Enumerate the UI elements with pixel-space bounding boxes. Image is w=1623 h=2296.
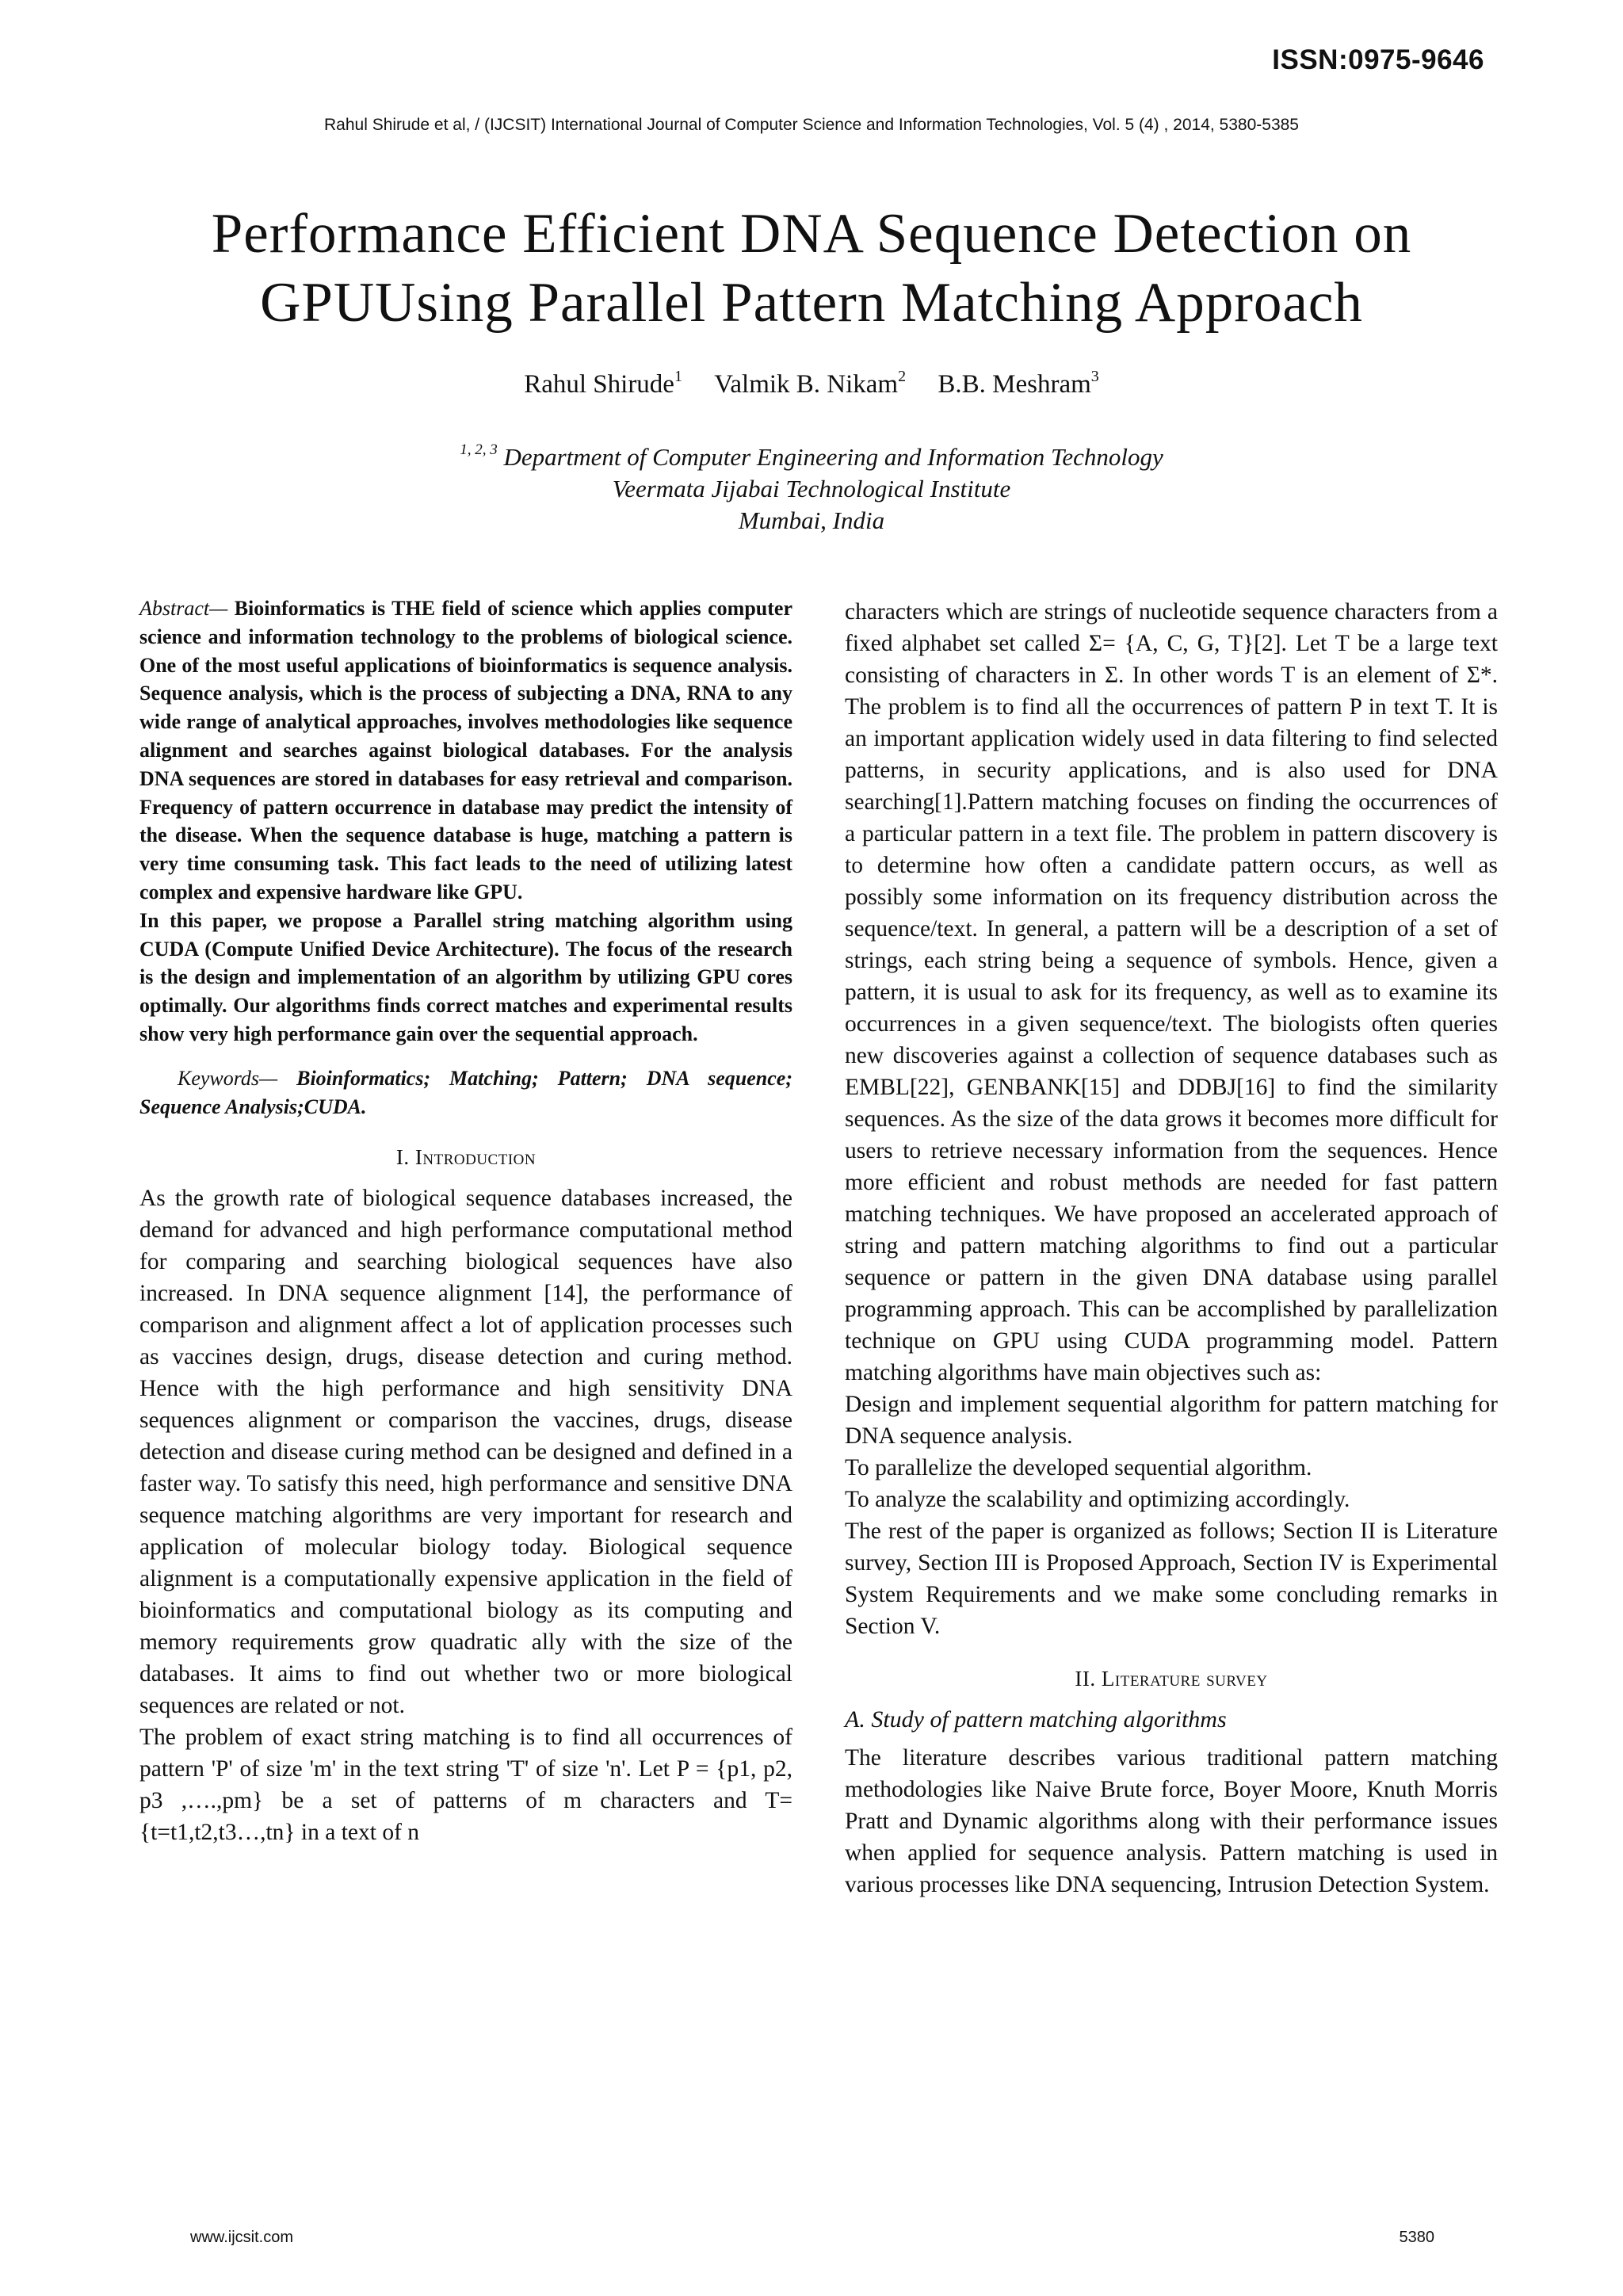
author-2 bbox=[714, 370, 906, 399]
keywords-label: Keywords— bbox=[178, 1066, 278, 1090]
intro-paragraph-2: The problem of exact string matching is to find all occurrences of pattern 'P' of size 'm' in the text string 'T' of size 'n'. Let P = {p1, p2, p3 ,….,pm} be a set of patterns of m characters and T={t=t1,t2,t3…,tn} in a text of n bbox=[139, 1725, 792, 1846]
affiliation-sup: 1, 2, 3 bbox=[460, 441, 498, 458]
author-list bbox=[0, 368, 1623, 399]
right-paragraph-1: characters which are strings of nucleotide sequence characters from a fixed alphabet set called Σ= {A, C, G, T}[2]. Let T be a large text consisting of characters in Σ. In other words T is an element of Σ*. The problem is to find all the occurrences of pattern P in text T. It is an important application widely used in data filtering to find selected patterns, in security applications, and is also used for DNA searching[1].Pattern matching focuses on finding the occurrences of a particular pattern in a text file. The problem in pattern discovery is to determine how often a candidate pattern occurs, as well as possibly some information on its frequency distribution across the sequence/text. In general, a pattern will be a description of a set of strings, each string being a sequence of symbols. Hence, given a pattern, it is usual to ask for its frequency, as well as to examine its occurrences in a given sequence/text. The biologists often queries new discoveries against a collection of sequence databases such as EMBL[22], GENBANK[15] and DDBJ[16] to find the similarity sequences. As the size of the data grows it becomes more difficult for users to retrieve necessary information from the sequences. Hence more efficient and robust methods are needed for fast pattern matching techniques. We have proposed an accelerated approach of string and pattern matching algorithms to find out a particular sequence or pattern in the given DNA database using parallel programming approach. This can be accomplished by parallelization technique on GPU using CUDA programming model. Pattern matching algorithms have main objectives such as: bbox=[845, 599, 1498, 1385]
issn-label: ISSN:0975-9646 bbox=[1272, 44, 1484, 75]
author-name: B.B. Meshram bbox=[938, 370, 1091, 399]
objective-2: To parallelize the developed sequential algorithm. bbox=[845, 1455, 1312, 1480]
intro-paragraph-1: As the growth rate of biological sequence databases increased, the demand for advanced and high performance computational method for comparing and searching biological sequences have also increased. In DNA sequence alignment [14], the performance of comparison and alignment affect a lot of application processes such as vaccines design, drugs, disease detection and curing method. Hence with the high performance and high sensitivity DNA sequences alignment or comparison the vaccines, drugs, disease detection and disease curing method can be designed and defined in a faster way. To satisfy this need, high performance and sensitive DNA sequence matching algorithms are very important for research and application of molecular biology today. Biological sequence alignment is a computationally expensive application in the field of bioinformatics and computational biology as its computing and memory requirements grow quadratic ally with the size of the databases. It aims to find out whether two or more biological sequences are related or not. bbox=[139, 1186, 792, 1719]
keywords bbox=[139, 1064, 792, 1121]
abstract-paragraph-2: In this paper, we propose a Parallel string matching algorithm using CUDA (Compute Unified Device Architecture). The focus of the research is the design and implementation of an algorithm by utilizing GPU cores optimally. Our algorithms finds correct matches and experimental results show very high performance gain over the sequential approach. bbox=[139, 908, 792, 1045]
subsection-heading-pattern-matching: A. Study of pattern matching algorithms bbox=[845, 1706, 1227, 1733]
abstract-text-1: Bioinformatics is THE field of science which applies computer science and information technology to the problems of biological science. One of the most useful applications of bioinformatics is sequence analysis. Sequence analysis, which is the process of subjecting a DNA, RNA to any wide range of analytical approaches, involves methodologies like sequence alignment and searches against biological databases. For the analysis DNA sequences are stored in databases for easy retrieval and comparison. Frequency of pattern occurrence in database may predict the intensity of the disease. When the sequence database is huge, matching a pattern is very time consuming task. This fact leads to the need of utilizing latest complex and expensive hardware like GPU. bbox=[139, 597, 792, 904]
affiliation-location: Mumbai, India bbox=[738, 506, 885, 534]
abstract-label: Abstract— bbox=[139, 597, 228, 620]
paper-title bbox=[95, 200, 1528, 338]
affiliation-institute: Veermata Jijabai Technological Institute bbox=[612, 475, 1011, 502]
objective-1: Design and implement sequential algorithm for pattern matching for DNA sequence analysis. bbox=[845, 1392, 1498, 1449]
author-name: Valmik B. Nikam bbox=[714, 370, 899, 399]
author-sup: 2 bbox=[898, 368, 907, 385]
right-column bbox=[845, 596, 1498, 1901]
abstract-paragraph-1 bbox=[139, 594, 792, 907]
author-3 bbox=[938, 370, 1098, 399]
footer-page-number: 5380 bbox=[1399, 2229, 1434, 2246]
organization-paragraph: The rest of the paper is organized as follows; Section II is Literature survey, Section III is Proposed Approach, Section IV is Experimental System Requirements and we make some concluding remarks in Section V. bbox=[845, 1519, 1498, 1639]
footer-website: www.ijcsit.com bbox=[190, 2229, 294, 2246]
literature-paragraph-1: The literature describes various traditional pattern matching methodologies like Naive Brute force, Boyer Moore, Knuth Morris Pratt and Dynamic algorithms along with their performance issues when applied for sequence analysis. Pattern matching is used in various processes like DNA sequencing, Intrusion Detection System. bbox=[845, 1745, 1498, 1897]
author-1 bbox=[524, 370, 682, 399]
department-name: Department of Computer Engineering and Information Technology bbox=[503, 443, 1163, 471]
author-sup: 1 bbox=[674, 368, 682, 385]
title-line-2: GPUUsing Parallel Pattern Matching Approach bbox=[260, 272, 1363, 334]
running-header: Rahul Shirude et al, / (IJCSIT) International Journal of Computer Science and Information Technologies, Vol. 5 (4) , 2014, 5380-5385 bbox=[324, 116, 1299, 134]
affiliation-department bbox=[0, 434, 1623, 473]
title-line-1: Performance Efficient DNA Sequence Detection on bbox=[211, 203, 1412, 265]
affiliation bbox=[0, 434, 1623, 537]
section-heading-introduction: I. Introduction bbox=[395, 1145, 537, 1170]
keywords-text: Bioinformatics; Matching; Pattern; DNA sequence; Sequence Analysis;CUDA. bbox=[139, 1066, 792, 1118]
left-column bbox=[139, 594, 792, 1848]
section-heading-literature-survey: II. Literature survey bbox=[1075, 1667, 1268, 1690]
author-sup: 3 bbox=[1090, 368, 1099, 385]
author-name: Rahul Shirude bbox=[524, 370, 674, 399]
objective-3: To analyze the scalability and optimizing accordingly. bbox=[845, 1487, 1350, 1512]
